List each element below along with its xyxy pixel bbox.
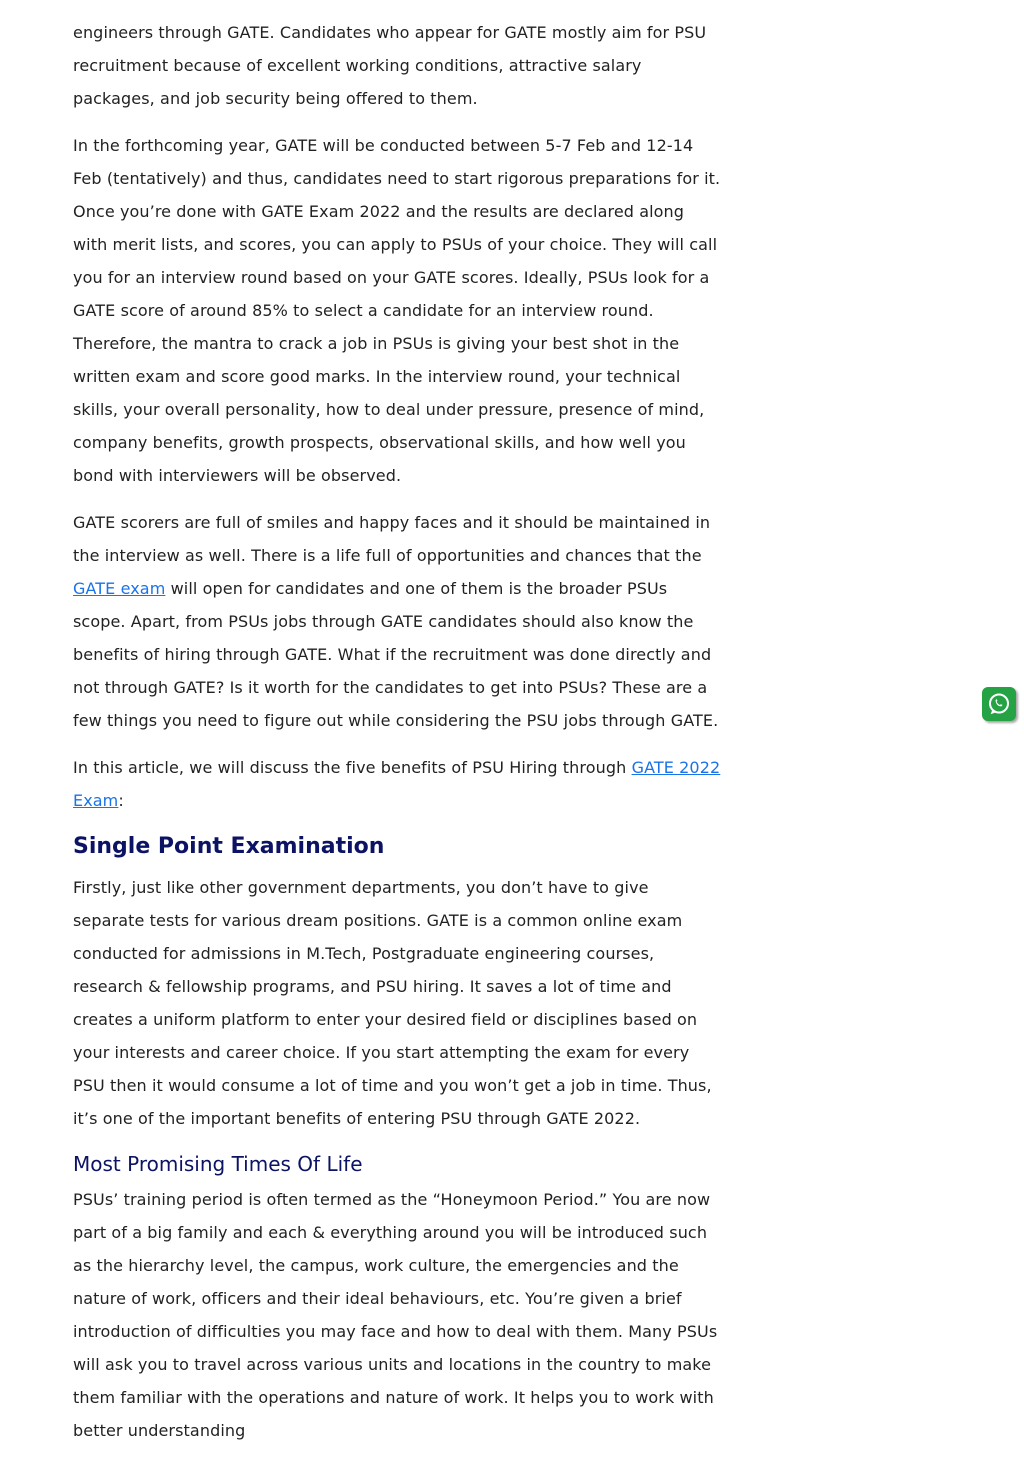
whatsapp-button[interactable] bbox=[982, 687, 1016, 721]
paragraph-single-point-examination: Firstly, just like other government departments, you don’t have to give separate tests for various dream positions. GATE is a common online exam conducted for admissions in M.Tech, Postgraduate engineering courses, research & fellowship programs, and PSU hiring. It saves a lot of time and creates a uniform platform to enter your desired field or disciplines based on your interests and career choice. If you start attempting the exam for every PSU then it would consume a lot of time and you won’t get a job in time. Thus, it’s one of the important benefits of entering PSU through GATE 2022. bbox=[73, 878, 712, 1128]
article-body bbox=[73, 16, 723, 1461]
paragraph-intro: engineers through GATE. Candidates who appear for GATE mostly aim for PSU recruitment because of excellent working conditions, attractive salary packages, and job security being offered to them. bbox=[73, 23, 707, 108]
paragraph-text: GATE scorers are full of smiles and happy faces and it should be maintained in the interview as well. There is a life full of opportunities and chances that the bbox=[73, 513, 711, 565]
whatsapp-icon bbox=[986, 691, 1012, 717]
paragraph-gate-scorers bbox=[73, 506, 723, 737]
paragraph-text: In this article, we will discuss the five benefits of PSU Hiring through bbox=[73, 758, 632, 777]
gate-exam-link[interactable]: GATE exam bbox=[73, 579, 166, 598]
section-heading-most-promising-times: Most Promising Times Of Life bbox=[73, 1152, 363, 1176]
paragraph-most-promising-times: PSUs’ training period is often termed as the “Honeymoon Period.” You are now part of a big family and each & everything around you will be introduced such as the hierarchy level, the campus, work culture, the emergencies and the nature of work, officers and their ideal behaviours, etc. You’re given a brief introduction of difficulties you may face and how to deal with them. Many PSUs will ask you to travel across various units and locations in the country to make them familiar with the operations and nature of work. It helps you to work with better understanding bbox=[73, 1190, 718, 1440]
paragraph-gate-schedule: In the forthcoming year, GATE will be conducted between 5-7 Feb and 12-14 Feb (tentatively) and thus, candidates need to start rigorous preparations for it. Once you’re done with GATE Exam 2022 and the results are declared along with merit lists, and scores, you can apply to PSUs of your choice. They will call you for an interview round based on your GATE scores. Ideally, PSUs look for a GATE score of around 85% to select a candidate for an interview round. Therefore, the mantra to crack a job in PSUs is giving your best shot in the written exam and score good marks. In the interview round, your technical skills, your overall personality, how to deal under pressure, presence of mind, company benefits, growth prospects, observational skills, and how well you bond with interviewers will be observed. bbox=[73, 136, 721, 485]
section-heading-single-point-examination: Single Point Examination bbox=[73, 834, 385, 859]
paragraph-text: will open for candidates and one of them is the broader PSUs scope. Apart, from PSUs jobs through GATE candidates should also know the benefits of hiring through GATE. What if the recruitment was done directly and not through GATE? Is it worth for the candidates to get into PSUs? These are a few things you need to figure out while considering the PSU jobs through GATE. bbox=[73, 579, 719, 730]
paragraph-text: : bbox=[118, 791, 124, 810]
paragraph-article-intro bbox=[73, 751, 723, 817]
gate-2022-exam-link[interactable]: GATE 2022 Exam bbox=[73, 758, 721, 810]
